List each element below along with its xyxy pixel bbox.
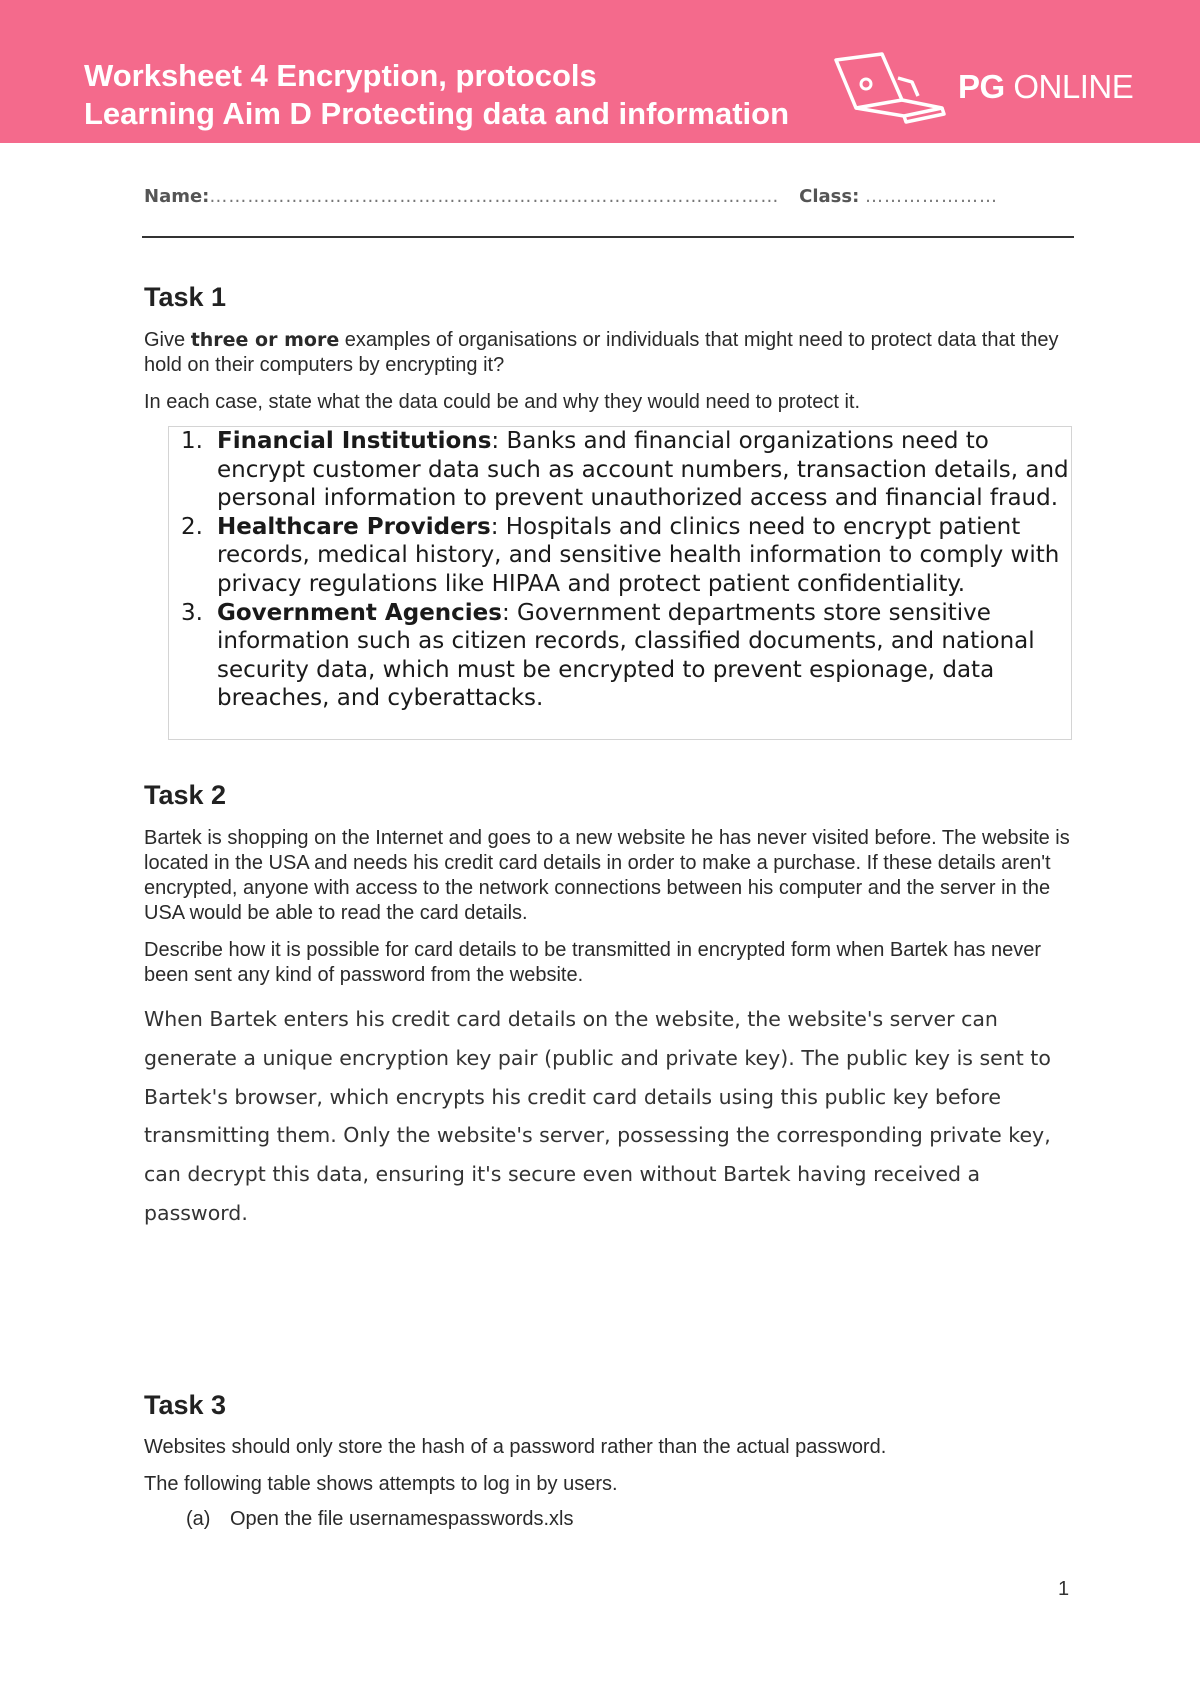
header-divider — [142, 236, 1074, 238]
task1-instruction: In each case, state what the data could be and why they would need to protect it. — [144, 391, 861, 413]
task2-question: Describe how it is possible for card details to be transmitted in encrypted form when Bartek has never been sent any kind of password from the website. — [144, 939, 1042, 986]
name-field[interactable]: ……………………………………………………………………………… — [209, 186, 780, 207]
task2-heading: Task 2 — [144, 780, 227, 810]
laptop-icon — [832, 52, 952, 124]
task1-question: Give three or more examples of organisations or individuals that might need to protect data that they hold on their computers by encrypting it? — [144, 329, 1059, 376]
task3-intro: Websites should only store the hash of a password rather than the actual password. — [144, 1436, 887, 1458]
task1-answer-box[interactable] — [168, 426, 1072, 740]
class-label: Class: — [799, 186, 860, 207]
worksheet-title: Worksheet 4 Encryption, protocols — [84, 58, 597, 93]
name-label: Name: — [144, 186, 210, 207]
logo-wordmark: PG ONLINE — [958, 68, 1134, 105]
list-item: 1. Financial Institutions: Banks and financial organizations need to encrypt customer data such as account numbers, transaction details, and personal information to prevent unauthorized access and financial fraud. — [181, 428, 1069, 512]
class-field[interactable]: ………………… — [865, 186, 998, 207]
task3-table-intro: The following table shows attempts to log in by users. — [144, 1473, 618, 1495]
answer-term: Healthcare Providers — [217, 513, 491, 540]
page-header — [0, 0, 1200, 143]
list-item: 2. Healthcare Providers: Hospitals and clinics need to encrypt patient records, medical history, and sensitive health information to comply with privacy regulations like HIPAA and protect patient confidentiality. — [181, 513, 1060, 597]
answer-term: Government Agencies — [217, 599, 502, 626]
list-item: 3. Government Agencies: Government departments store sensitive information such as citizen records, classified documents, and national security data, which must be encrypted to prevent espionage, data breaches, and cyberattacks. — [181, 599, 1035, 712]
task1-heading: Task 1 — [144, 282, 227, 312]
student-details-row — [144, 186, 1074, 207]
task2-scenario: Bartek is shopping on the Internet and goes to a new website he has never visited before. The website is located in the USA and needs his credit card details in order to make a purchase. If these details aren't encrypted, anyone with access to the network connections between his computer and the server in the USA would be able to read the card details. — [144, 827, 1070, 924]
task3-heading: Task 3 — [144, 1390, 227, 1420]
page-number: 1 — [1058, 1578, 1070, 1600]
worksheet-subtitle: Learning Aim D Protecting data and information — [84, 96, 790, 131]
pg-online-logo — [832, 52, 1132, 124]
task2-answer[interactable]: When Bartek enters his credit card details on the website, the website's server can generate a unique encryption key pair (public and private key). The public key is sent to Bartek's browser, which encrypts his credit card details using this public key before transmitting them. Only the website's server, possessing the corresponding private key, can decrypt this data, ensuring it's secure even without Bartek having received a password. — [144, 1007, 1051, 1225]
task1-answer-list — [169, 427, 1071, 713]
answer-term: Financial Institutions — [217, 428, 492, 454]
task3-subquestion-a: (a) Open the file usernamespasswords.xls — [186, 1508, 574, 1530]
